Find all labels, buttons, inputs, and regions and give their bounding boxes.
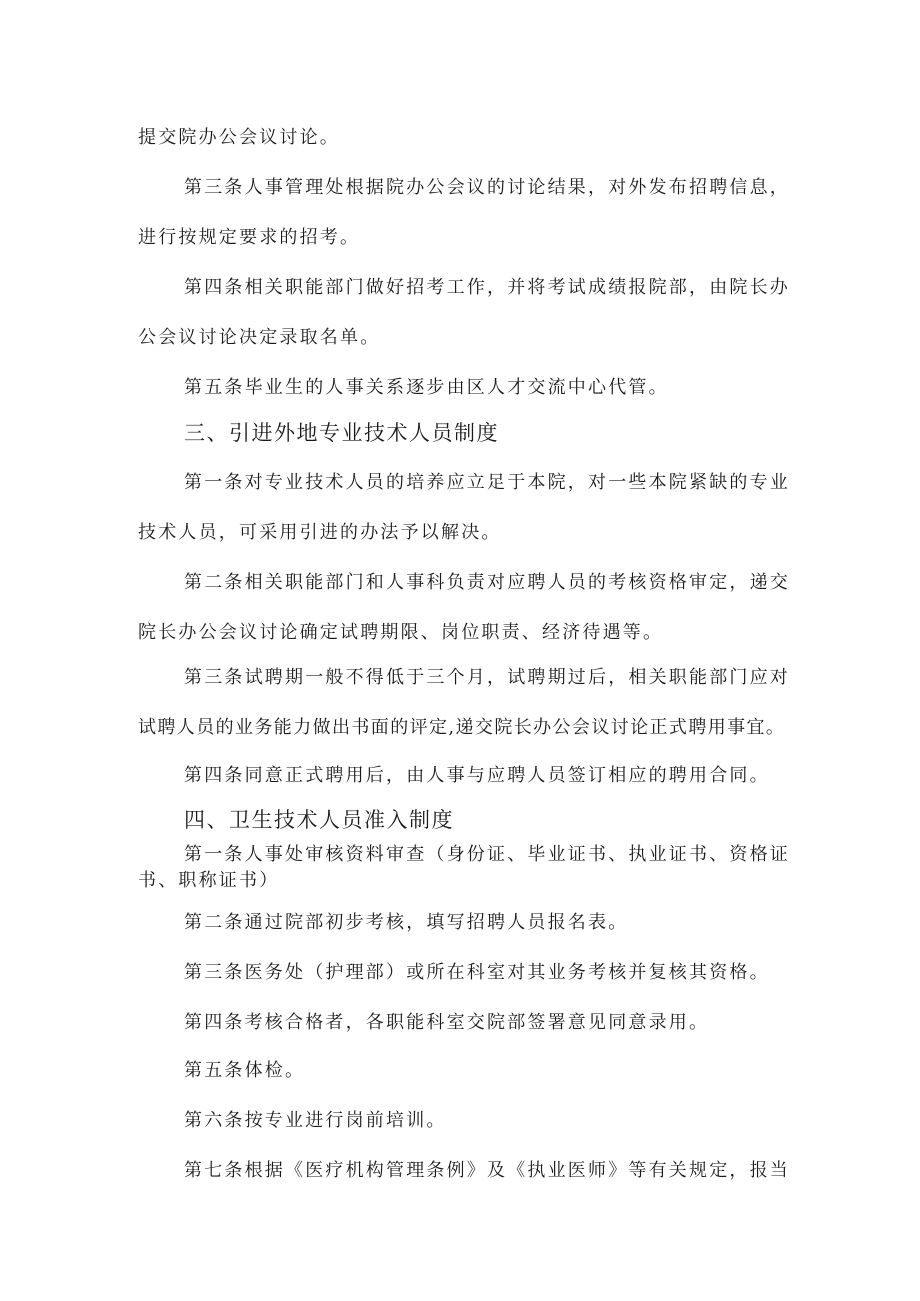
paragraph-line: 第三条人事管理处根据院办公会议的讨论结果，对外发布招聘信息， <box>184 177 790 198</box>
paragraph-line: 技术人员，可采用引进的办法予以解决。 <box>138 522 502 543</box>
paragraph-line: 公会议讨论决定录取名单。 <box>138 327 381 348</box>
paragraph-line: 第七条根据《医疗机构管理条例》及《执业医师》等有关规定，报当 <box>184 1160 790 1181</box>
paragraph-line: 第四条相关职能部门做好招考工作，并将考试成绩报院部，由院长办 <box>184 277 790 298</box>
paragraph-line: 第二条通过院部初步考核，填写招聘人员报名表。 <box>184 912 629 933</box>
paragraph-line: 第三条试聘期一般不得低于三个月，试聘期过后，相关职能部门应对 <box>184 667 790 688</box>
section-heading: 四、卫生技术人员准入制度 <box>184 808 454 832</box>
paragraph-line: 试聘人员的业务能力做出书面的评定,递交院长办公会议讨论正式聘用事宜。 <box>138 717 786 738</box>
paragraph-line: 第二条相关职能部门和人事科负责对应聘人员的考核资格审定，递交 <box>184 572 790 593</box>
paragraph-line: 第一条对专业技术人员的培养应立足于本院，对一些本院紧缺的专业 <box>184 472 790 493</box>
paragraph-line: 第四条考核合格者，各职能科室交院部签署意见同意录用。 <box>184 1012 710 1033</box>
paragraph-line: 书、职称证书） <box>138 870 280 891</box>
paragraph-line: 第三条医务处（护理部）或所在科室对其业务考核并复核其资格。 <box>184 962 770 983</box>
paragraph-line: 第五条体检。 <box>184 1060 306 1081</box>
paragraph-line: 院长办公会议讨论确定试聘期限、岗位职责、经济待遇等。 <box>138 622 664 643</box>
paragraph-line: 第四条同意正式聘用后，由人事与应聘人员签订相应的聘用合同。 <box>184 765 770 786</box>
paragraph-line: 第六条按专业进行岗前培训。 <box>184 1110 447 1131</box>
paragraph-line: 第一条人事处审核资料审查（身份证、毕业证书、执业证书、资格证 <box>184 844 790 865</box>
paragraph-line: 进行按规定要求的招考。 <box>138 227 361 248</box>
paragraph-line: 提交院办公会议讨论。 <box>138 127 340 148</box>
paragraph-line: 第五条毕业生的人事关系逐步由区人才交流中心代管。 <box>184 377 669 398</box>
section-heading: 三、引进外地专业技术人员制度 <box>184 421 499 445</box>
